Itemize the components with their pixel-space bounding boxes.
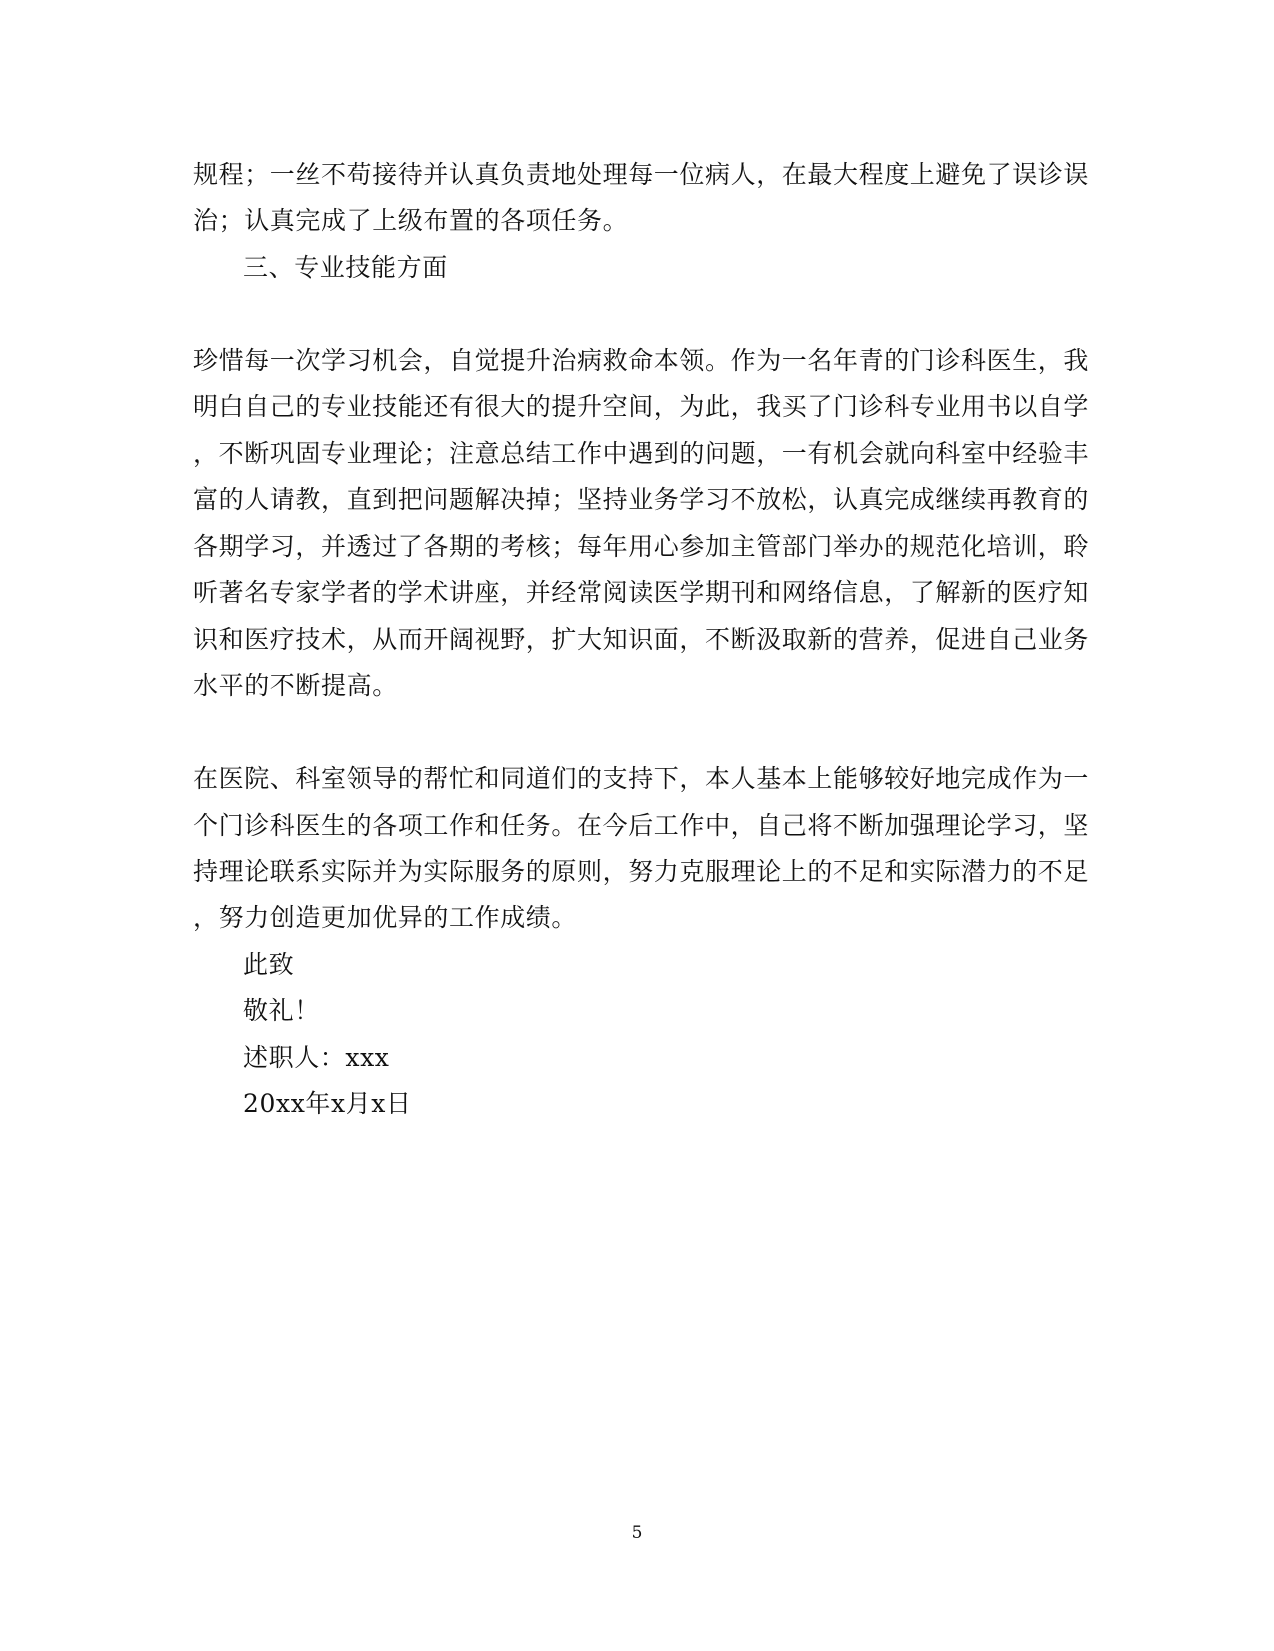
text-line: 珍惜每一次学习机会，自觉提升治病救命本领。作为一名年青的门诊科医生，我 bbox=[193, 346, 1090, 375]
closing-regards: 敬礼！ bbox=[243, 996, 320, 1025]
signature-date: 20xx年x月x日 bbox=[243, 1089, 412, 1118]
text-line: 持理论联系实际并为实际服务的原则，努力克服理论上的不足和实际潜力的不足 bbox=[193, 857, 1090, 886]
text-line: ，努力创造更加优异的工作成绩。 bbox=[193, 903, 578, 932]
section-heading: 三、专业技能方面 bbox=[243, 253, 448, 282]
text-line: 治；认真完成了上级布置的各项任务。 bbox=[193, 206, 629, 235]
text-line: 个门诊科医生的各项工作和任务。在今后工作中，自己将不断加强理论学习，坚 bbox=[193, 811, 1090, 840]
text-line: 识和医疗技术，从而开阔视野，扩大知识面，不断汲取新的营养，促进自己业务 bbox=[193, 625, 1090, 654]
text-line: 听著名专家学者的学术讲座，并经常阅读医学期刊和网络信息，了解新的医疗知 bbox=[193, 578, 1090, 607]
text-line: 明白自己的专业技能还有很大的提升空间，为此，我买了门诊科专业用书以自学 bbox=[193, 392, 1090, 421]
text-line: ，不断巩固专业理论；注意总结工作中遇到的问题，一有机会就向科室中经验丰 bbox=[193, 439, 1090, 468]
text-line: 各期学习，并透过了各期的考核；每年用心参加主管部门举办的规范化培训，聆 bbox=[193, 532, 1090, 561]
text-line: 富的人请教，直到把问题解决掉；坚持业务学习不放松，认真完成继续再教育的 bbox=[193, 485, 1090, 514]
text-line: 规程；一丝不苟接待并认真负责地处理每一位病人，在最大程度上避免了误诊误 bbox=[193, 160, 1090, 189]
closing-salutation: 此致 bbox=[243, 950, 295, 979]
signature-name: 述职人：xxx bbox=[243, 1043, 390, 1072]
text-line: 水平的不断提高。 bbox=[193, 671, 398, 700]
page-number: 5 bbox=[631, 1523, 643, 1543]
text-line: 在医院、科室领导的帮忙和同道们的支持下，本人基本上能够较好地完成作为一 bbox=[193, 764, 1090, 793]
